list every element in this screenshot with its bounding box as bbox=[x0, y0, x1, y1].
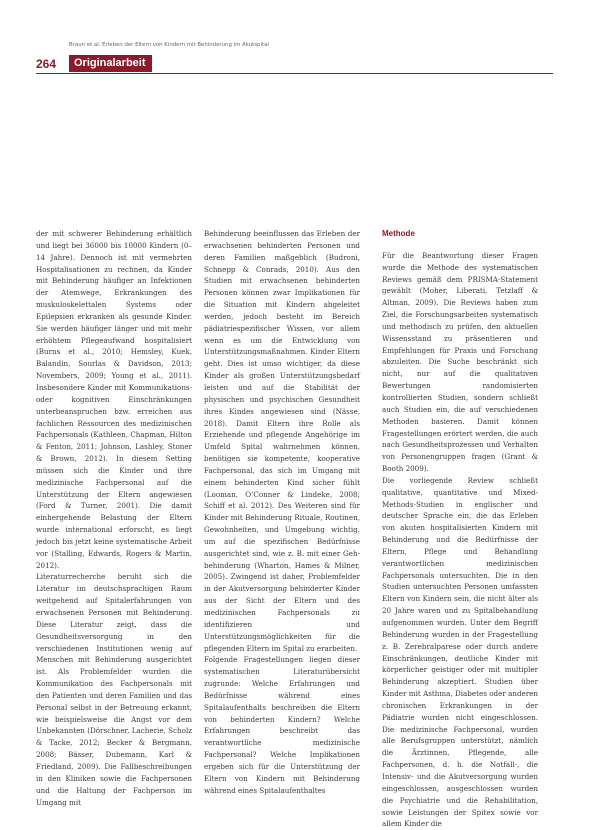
text-column-3 bbox=[382, 228, 538, 829]
paragraph: der mit schwerer Behinderung erhältlich und liegt bei 36000 bis 10000 Kindern (0–14 Jahre). Dennoch ist mit vermehrten Hospitalisationen zu rechnen, da Kinder mit Behinderung häufiger an Infektionen der Atemwege, Erkrankungen des muskuloskelettalen Systems oder Epilepsien erkranken als gesunde Kinder. Sie werden häufiger länger und mit mehr erhöhtem Pflegeaufwand hospitalisiert (Burns et al., 2010; Hemsley, Kuek, Balandin, Sourlas & Davidson, 2013; Novembers, 2009; Young et al., 2011). Insbesondere Kinder mit Kommunikations- oder kognitiven Einschränkungen unterbeanspruchen bzw. erreichen aus fachlichen Ressourcen des medizinischen Fachpersonals (Kathleen, Chapman, Hilton & Fenton, 2011; Johnson, Lashley, Stoner & Brown, 2012). In diesem Setting müssen sich die Kinder und ihre medizinische Fachpersonal auf die Unterstützung der Eltern angewiesen (Ford & Turner, 2001). Die damit einhergehende Belastung der Eltern wurde international erforscht, es liegt jedoch bis jetzt keine systematische Arbeit vor (Stalling, Edwards, Rogers & Martin, 2012). bbox=[36, 229, 192, 570]
paragraph: Behinderung beeinflussen das Erleben der erwachsenen behinderten Personen und deren Familien maßgeblich (Budroni, Schnepp & Conrads, 2010). Aus den Studien mit erwachsenen behinderten Personen können zwar Implikationen für die Situation mit Kindern abgeleitet werden, jedoch besteht im Bereich pädiatriespezifischer Wissen, vor allem wenn es um die Entwicklung von Unterstützungsmaßnahmen. Kinder Eltern geht. Dies ist umso wichtiger, da diese Kinder als großen Unterstützungsbedarf leisten und auf die Stabilität der physischen und psychischen Gesundheit ihres Kindes angewiesen sind (Nässe, 2018). Damit Eltern ihre Rolle als Erziehende und pflegende Angehörige im Umfeld Spital wahrnehmen können, benötigen sie kompetente, kooperative Fachpersonal, das sich im Umgang mit einem behinderten Kind sicher fühlt (Looman, O’Conner & Lindeke, 2008; Schiff et al. 2012). Des Weiteren sind für Kinder mit Behinderung Rituale, Routinen, Gewohnheiten, und Umgebung wichtig, um auf die spezifischen Bedürfnisse ausgerichtet sind, wie z. B. mit einer Geh- behinderung (Wharton, Hames & Milner, 2005). Zwingend ist daher, Problemfelder in der Akutversorgung behinderter Kinder aus der Sicht der Eltern und des medizinischen Fachpersonals zu identifizieren und Unterstützungsmöglichkeiten für die pflegenden Eltern im Spital zu erarbeiten. bbox=[204, 229, 360, 653]
page-number: 264 bbox=[36, 56, 57, 71]
running-head: Braun et al. Erleben der Eltern von Kindern mit Behinderung im Akutspital bbox=[69, 42, 269, 48]
section-heading-methode: Methode bbox=[382, 229, 415, 238]
page-header bbox=[36, 55, 152, 72]
text-column-2 bbox=[204, 228, 360, 813]
section-label: Originalarbeit bbox=[69, 55, 152, 72]
text-column-1 bbox=[36, 228, 192, 813]
paragraph: Literaturrecherche beruht sich die Literatur im deutschsprachigen Raum weitgehend auf Spitalerfahrungen von erwachsenen Personen mit Behinderung. Diese Literatur zeigt, dass die Gesundheitsversorgung in den verschiedenen Institutionen wenig auf Menschen mit Behinderung ausgerichtet ist. Als Problemfelder wurden die Kommunikation des Fachpersonals mit den Patienten und deren Familien und das Personal selbst in der Betreuung erkannt, wie beispielsweise die Angst vor dem Unbekannten (Dörschner, Lacherie, Scholz & Tacke, 2012; Becker & Bergmann, 2008; Bässer, Dubemann, Karl & Friedland, 2009). Die Fallbeschreibungen in den Kliniken sowie die Fachpersonen und die Haltung der Fachperson im Umgang mit bbox=[36, 572, 192, 807]
paragraph: Die vorliegende Review schließt qualitative, quantitative und Mixed-Methods-Studien in englischer und deutscher Sprache ein, die das Erleben von akuten hospitalisierten Kindern mit Behinderung und die Bedürfnisse der Eltern, Pflege und Behandlung verantwortlichen medizinischen Fachpersonals untersuchten. Die in den Studien untersuchten Personen umfassten Eltern von Kindern sein, die nicht älter als 20 Jahre waren und zu Spitalbehandlung aufgenommen wurden. Unter dem Begriff Behinderung wurden in der Fragestellung z. B. Zerebralparese oder durch andere Einschränkungen, deutliche Kinder mit körperlicher geistiger oder mit multipler Behinderung akzeptiert. Studien über Kinder mit Asthma, Diabetes oder anderen chronischen Erkrankungen in der Pädiatrie wurden nicht eingeschlossen. Die medizinische Fachpersonal, wurden alle Berufsgruppen unterstützt, nämlich die Ärztinnen, Pflegende, alle Fachpersonen, d. h. die Notfall-, die Intensiv- und die Akutversorgung wurden eingeschlossen, ausgeschlossen wurden die Psychiatrie und die Rehabilitation, sowie Leistungen der Spitex sowie vor allem Kinder die bbox=[382, 475, 538, 829]
paragraph: Folgende Fragestellungen liegen dieser systematischen Literaturübersicht zugrunde: Welche Erfahrungen und Bedürfnisse während eines Spitalaufenthalts beschreiben die Eltern von behinderten Kindern? Welche Erfahrungen beschreibt das verantwortliche medizinische Fachpersonal? Welche Implikationen ergeben sich für die Unterstützung der Eltern von Kindern mit Behinderung während eines Spitalaufenthaltes bbox=[204, 655, 360, 795]
paragraph: Für die Beantwortung dieser Fragen wurde die Methode des systematischen Reviews gemäß dem PRISMA-Statement gewählt (Moher, Liberati, Tetzlaff & Altman, 2009). Die Reviews haben zum Ziel, die Forschungsarbeiten systematisch und methodisch zu prüfen, den aktuellen Wissensstand zu präsentieren und Empfehlungen für Praxis und Forschung abzuleiten. Die Suche beschränkt sich nicht, nur auf die qualitativen Bewertungen randomisierten kontrollierten Studien, sondern schließt auch Studien ein, die auf verschiedenen Methoden basieren. Damit können Fragestellungen erörtert werden, die auch nach Gesundheitsprozessen und Verhalten von Personengruppen fragen (Grant & Booth 2009). bbox=[382, 250, 538, 474]
header-rule bbox=[36, 73, 553, 74]
